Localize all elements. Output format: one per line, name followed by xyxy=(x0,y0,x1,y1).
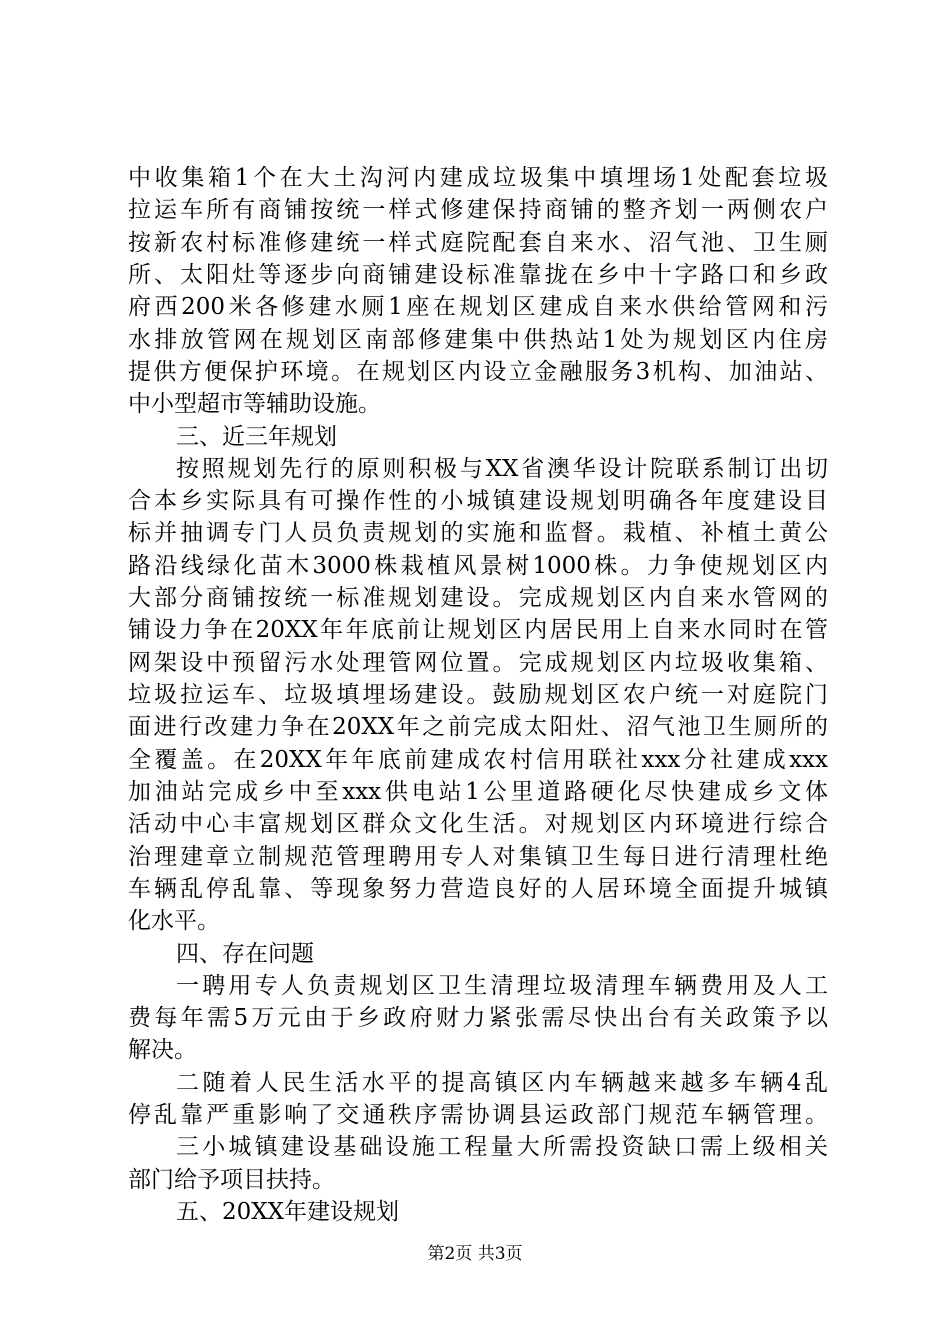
section-heading: 四、存在问题 xyxy=(176,941,314,967)
body-text-line: 大部分商铺按统一标准规划建设。完成规划区内自来水管网的 xyxy=(128,585,828,611)
body-text-line: 府西200米各修建水厕1座在规划区建成自来水供给管网和污 xyxy=(128,294,828,320)
section-heading: 五、20XX年建设规划 xyxy=(176,1199,400,1225)
body-text-line: 部门给予项目扶持。 xyxy=(128,1167,335,1193)
body-text-line: 提供方便保护环境。在规划区内设立金融服务3机构、加油站、 xyxy=(128,359,828,385)
body-text-line: 一聘用专人负责规划区卫生清理垃圾清理车辆费用及人工 xyxy=(176,973,828,999)
body-text-line: 加油站完成乡中至xxx供电站1公里道路硬化尽快建成乡文体 xyxy=(128,779,828,805)
section-heading: 三、近三年规划 xyxy=(176,424,337,450)
body-text-line: 中收集箱1个在大土沟河内建成垃圾集中填埋场1处配套垃圾 xyxy=(128,165,828,191)
body-text-line: 按新农村标准修建统一样式庭院配套自来水、沼气池、卫生厕 xyxy=(128,230,828,256)
body-text-line: 合本乡实际具有可操作性的小城镇建设规划明确各年度建设目 xyxy=(128,488,828,514)
body-text-line: 解决。 xyxy=(128,1037,197,1063)
page-number-footer: 第2页 共3页 xyxy=(427,1244,523,1264)
body-text-line: 三小城镇建设基础设施工程量大所需投资缺口需上级相关 xyxy=(176,1134,828,1160)
body-text-line: 车辆乱停乱靠、等现象努力营造良好的人居环境全面提升城镇 xyxy=(128,876,828,902)
body-text-line: 路沿线绿化苗木3000株栽植风景树1000株。力争使规划区内 xyxy=(128,553,828,579)
body-text-line: 拉运车所有商铺按统一样式修建保持商铺的整齐划一两侧农户 xyxy=(128,197,828,223)
body-text-line: 水排放管网在规划区南部修建集中供热站1处为规划区内住房 xyxy=(128,327,828,353)
body-text-line: 停乱靠严重影响了交通秩序需协调县运政部门规范车辆管理。 xyxy=(128,1102,828,1128)
body-text-line: 网架设中预留污水处理管网位置。完成规划区内垃圾收集箱、 xyxy=(128,650,828,676)
body-text-line: 所、太阳灶等逐步向商铺建设标准靠拢在乡中十字路口和乡政 xyxy=(128,262,828,288)
body-text-line: 活动中心丰富规划区群众文化生活。对规划区内环境进行综合 xyxy=(128,811,828,837)
body-text-line: 铺设力争在20XX年年底前让规划区内居民用上自来水同时在管 xyxy=(128,617,828,643)
body-text-line: 费每年需5万元由于乡政府财力紧张需尽快出台有关政策予以 xyxy=(128,1005,828,1031)
body-text-line: 全覆盖。在20XX年年底前建成农村信用联社xxx分社建成xxx xyxy=(128,747,828,773)
body-text-line: 中小型超市等辅助设施。 xyxy=(128,391,381,417)
body-text-line: 按照规划先行的原则积极与XX省澳华设计院联系制订出切 xyxy=(176,456,828,482)
body-text-line: 化水平。 xyxy=(128,908,220,934)
body-text-line: 垃圾拉运车、垃圾填埋场建设。鼓励规划区农户统一对庭院门 xyxy=(128,682,828,708)
body-text-line: 二随着人民生活水平的提高镇区内车辆越来越多车辆4乱 xyxy=(176,1070,828,1096)
body-text-line: 面进行改建力争在20XX年之前完成太阳灶、沼气池卫生厕所的 xyxy=(128,714,828,740)
body-text-line: 治理建章立制规范管理聘用专人对集镇卫生每日进行清理杜绝 xyxy=(128,844,828,870)
body-text-line: 标并抽调专门人员负责规划的实施和监督。栽植、补植土黄公 xyxy=(128,520,828,546)
